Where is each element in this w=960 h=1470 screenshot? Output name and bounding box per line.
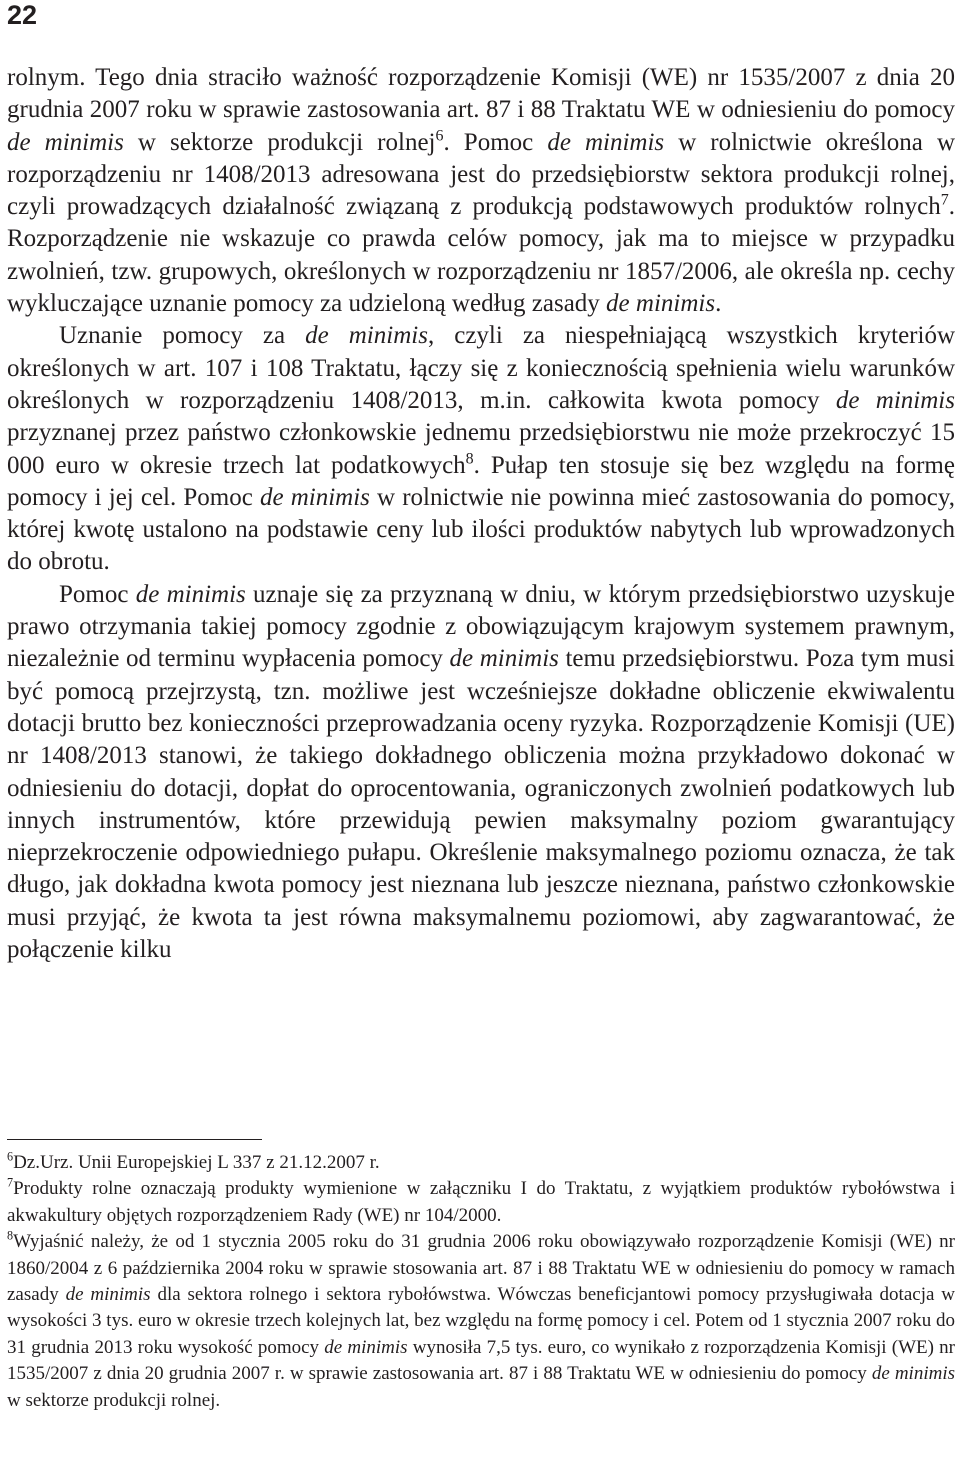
text-run: w sektorze produkcji rolnej. (7, 1389, 221, 1411)
footnote-ref: 8 (7, 1228, 14, 1243)
text-run: . Pomoc (443, 128, 548, 156)
text-run: Pomoc (59, 580, 136, 608)
text-run: Uznanie pomocy za (59, 322, 306, 350)
footnote-ref: 6 (435, 127, 444, 144)
italic-term: de minimis (65, 1284, 151, 1306)
footnote-7 (7, 1176, 955, 1229)
text-run: rolnym. Tego dnia straciło ważność rozporządzenie Komisji (WE) nr 1535/2007 z dnia 20 grudnia 2007 roku w sprawie zastosowania art. 87 i 88 Traktatu WE w odniesieniu do pomocy (7, 64, 955, 124)
text-run: przyznanej przez państwo członkowskie jednemu przedsiębiorstwu nie może przekroczyć 15 000 euro w okresie trzech lat podatkowych (7, 419, 955, 479)
footnote-ref: 7 (940, 191, 949, 209)
paragraph-2 (7, 320, 955, 578)
italic-term: de minimis (259, 483, 370, 511)
italic-term: de minimis (835, 386, 955, 414)
footnote-6 (7, 1150, 955, 1176)
italic-term: de minimis (7, 128, 124, 156)
page-number: 22 (7, 0, 38, 30)
text-run: w sektorze produkcji rolnej (123, 128, 436, 156)
text-run: . Pułap ten stosuje się bez względu na formę pomocy i jej cel. Pomoc (7, 451, 955, 511)
text-run: uznaje się za przyznaną w dniu, w którym przedsiębiorstwo uzyskuje prawo otrzymania takiej pomocy zgodnie z obowiązującym krajowym systemem prawnym, niezależnie od terminu wypłacenia pomocy (7, 580, 955, 673)
italic-term: de minimis (871, 1363, 955, 1385)
text-run: w rolnictwie określona w rozporządzeniu nr 1408/2013 adresowana jest do przedsiębiorstw sektora produkcji rolnej, czyli prowadzących działalność związaną z produkcją podstawowych produktów rolnych (7, 128, 955, 221)
italic-term: de minimis (606, 290, 716, 318)
text-run: w rolnictwie nie powinna mieć zastosowania do pomocy, której kwotę ustalono na podstawie ceny lub ilości produktów nabytych lub wprowadzonych do obrotu. (7, 483, 955, 576)
footnote-ref: 7 (7, 1176, 14, 1191)
footnote-ref: 6 (7, 1149, 14, 1164)
italic-term: de minimis (135, 580, 246, 608)
paragraph-1 (7, 62, 955, 320)
italic-term: de minimis (324, 1336, 408, 1358)
italic-term: de minimis (305, 322, 428, 350)
text-run: Wyjaśnić należy, że od 1 stycznia 2005 roku do 31 grudnia 2006 roku obowiązywało rozporządzenie Komisji (WE) nr 1860/2004 z 6 października 2004 roku w sprawie stosowania art. 87 i 88 Traktatu WE w odniesieniu do pomocy w ramach zasady (7, 1231, 955, 1306)
text-run: . Rozporządzenie nie wskazuje co prawda celów pomocy, jak ma to miejsce w przypadku zwolnień, tzw. grupowych, określonych w rozporządzeniu nr 1857/2006, ale określa np. cechy wykluczające uznanie pomocy za udzieloną według zasady (7, 193, 955, 318)
body-text (7, 62, 955, 966)
footnote-separator (7, 1139, 262, 1140)
text-run: dla sektora rolnego i sektora rybołówstwa. Wówczas beneficjantowi pomocy przysługiwała dotacja w wysokości 3 tys. euro w okresie trzech kolejnych lat, bez względu na formę pomocy i cel. Potem od 1 stycznia 2007 roku do 31 grudnia 2013 roku wysokość pomocy (7, 1284, 955, 1358)
text-run: , czyli za niespełniającą wszystkich kryteriów określonych w art. 107 i 108 Traktatu, łączy się z koniecznością spełnienia wielu warunków określonych w rozporządzeniu 1408/2013, m.in. całkowita kwota pomocy (7, 322, 955, 414)
text-run: Dz.Urz. Unii Europejskiej L 337 z 21.12.2007 r. (13, 1152, 380, 1173)
italic-term: de minimis (449, 645, 559, 673)
text-run: wynosiła 7,5 tys. euro, co wynikało z rozporządzenia Komisji (WE) nr 1535/2007 z dnia 20 grudnia 2007 r. w sprawie zastosowania art. 87 i 88 Traktatu WE w odniesieniu do pomocy (7, 1336, 955, 1385)
footnotes (7, 1150, 955, 1414)
footnote-ref: 8 (465, 449, 474, 467)
italic-term: de minimis (547, 128, 665, 156)
paragraph-3 (7, 579, 955, 967)
footnote-8 (7, 1229, 955, 1414)
text-run: temu przedsiębiorstwu. Poza tym musi być pomocą przejrzystą, tzn. możliwe jest wcześniejsze dokładne obliczenie ekwiwalentu dotacji brutto bez konieczności przeprowadzania oceny ryzyka. Rozporządzenie Komisji (UE) nr 1408/2013 stanowi, że takiego dokładnego obliczenia można przykładowo dokonać w odniesieniu do dotacji, dopłat do oprocentowania, ograniczonych zwolnień podatkowych lub innych instrumentów, które przewidują pewien maksymalny poziom gwarantujący nieprzekroczenie odpowiedniego pułapu. Określenie maksymalnego poziomu oznacza, że tak długo, jak dokładna kwota pomocy jest nieznana lub jeszcze nieznana, państwo członkowskie musi przyjąć, że kwota ta jest równa maksymalnemu poziomowi, aby zagwarantować, że połączenie kilku (7, 645, 955, 964)
text-run: . (715, 290, 722, 318)
text-run: Produkty rolne oznaczają produkty wymienione w załączniku I do Traktatu, z wyjątkiem produktów rybołówstwa i akwakultury objętych rozporządzeniem Rady (WE) nr 104/2000. (7, 1178, 955, 1226)
